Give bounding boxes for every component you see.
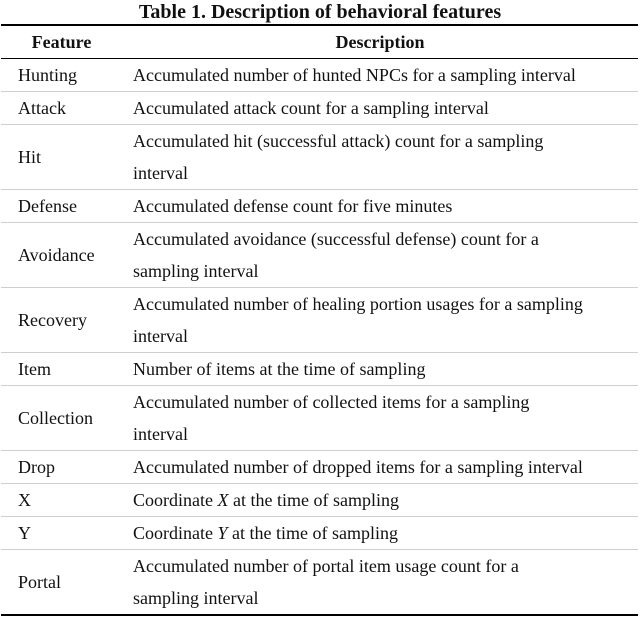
description-cell (122, 484, 638, 517)
description-cell: Accumulated number of dropped items for a sampling interval (122, 451, 638, 484)
table-row (1, 59, 638, 92)
feature-cell: X (1, 484, 122, 517)
description-cell: Number of items at the time of sampling (122, 353, 638, 386)
description-text: Coordinate (133, 523, 218, 543)
feature-cell: Recovery (1, 288, 122, 353)
description-line: interval (133, 326, 188, 346)
description-cell (122, 288, 638, 353)
description-line: interval (133, 163, 188, 183)
feature-cell: Hunting (1, 59, 122, 92)
features-table (1, 24, 638, 616)
table-row (1, 223, 638, 288)
description-text: at the time of sampling (227, 523, 398, 543)
feature-cell: Attack (1, 92, 122, 125)
header-feature: Feature (1, 25, 122, 59)
feature-cell: Portal (1, 550, 122, 616)
description-line: sampling interval (133, 261, 259, 281)
description-line: Accumulated number of collected items for a sampling (133, 392, 530, 412)
table-row (1, 517, 638, 550)
description-line: Accumulated number of portal item usage count for a (133, 556, 519, 576)
table-row (1, 550, 638, 616)
description-text: Coordinate (133, 490, 218, 510)
header-description: Description (122, 25, 638, 59)
description-text: at the time of sampling (228, 490, 399, 510)
description-cell: Accumulated attack count for a sampling interval (122, 92, 638, 125)
description-line: interval (133, 424, 188, 444)
feature-cell: Item (1, 353, 122, 386)
table-row (1, 484, 638, 517)
description-cell (122, 517, 638, 550)
table-caption: Table 1. Description of behavioral features (138, 1, 502, 23)
table-row (1, 288, 638, 353)
feature-cell: Hit (1, 125, 122, 190)
feature-cell: Collection (1, 386, 122, 451)
description-cell: Accumulated defense count for five minutes (122, 190, 638, 223)
feature-cell: Drop (1, 451, 122, 484)
description-cell (122, 386, 638, 451)
table-row (1, 353, 638, 386)
table-row (1, 92, 638, 125)
description-cell (122, 125, 638, 190)
table-header-row (1, 25, 638, 59)
description-line: Accumulated hit (successful attack) count for a sampling (133, 131, 544, 151)
description-cell: Accumulated number of hunted NPCs for a sampling interval (122, 59, 638, 92)
table-row (1, 451, 638, 484)
description-cell (122, 223, 638, 288)
table-row (1, 190, 638, 223)
coordinate-variable: X (217, 490, 229, 510)
feature-cell: Avoidance (1, 223, 122, 288)
description-line: Accumulated avoidance (successful defense) count for a (133, 229, 539, 249)
description-line: sampling interval (133, 588, 259, 608)
description-cell (122, 550, 638, 616)
feature-cell: Defense (1, 190, 122, 223)
feature-cell: Y (1, 517, 122, 550)
coordinate-variable: Y (217, 523, 228, 543)
table-row (1, 125, 638, 190)
table-row (1, 386, 638, 451)
description-line: Accumulated number of healing portion usages for a sampling (133, 294, 583, 314)
